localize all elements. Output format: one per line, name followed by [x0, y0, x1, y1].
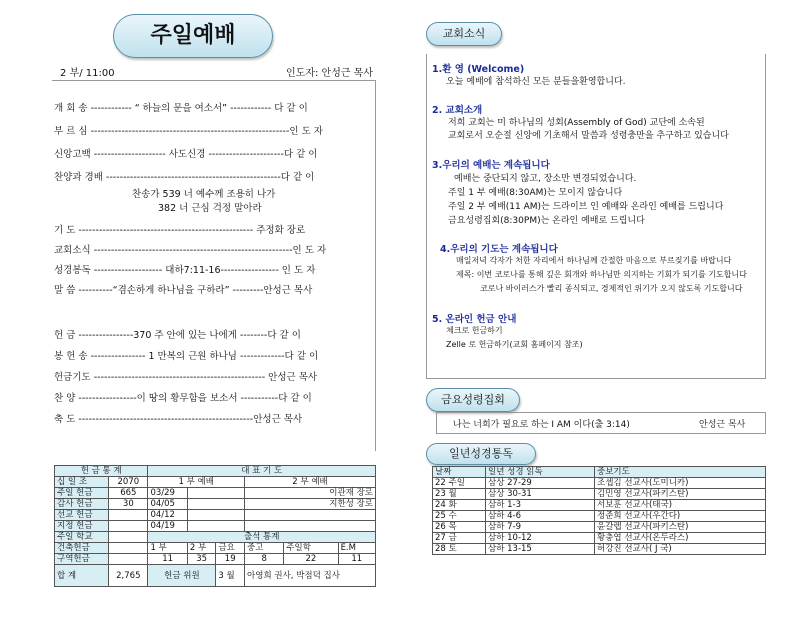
news-line: 주일 1 부 예배(8:30AM)는 모이지 않습니다	[448, 188, 623, 198]
prayer-first	[187, 521, 244, 532]
attendance-header: 금요	[216, 543, 245, 554]
order-item: 헌 금 ----------------370 주 안에 있는 나에게 --------다 같 이	[54, 330, 301, 341]
news-line: 교회로서 오순절 신앙에 기초해서 말씀과 성령충만을 추구하고 있습니다	[448, 131, 729, 141]
offering-total-label: 합 계	[55, 565, 109, 587]
bible-prayer: 허강진 선교사( J 국)	[595, 544, 766, 555]
news-line: 코로나 바이러스가 빨리 종식되고, 경제적인 위기가 오지 않도록 기도합니다	[480, 284, 743, 293]
prayer-first	[187, 499, 244, 510]
committee-names: 아영희 권사, 박점덕 집사	[245, 565, 376, 587]
committee-month: 3 월	[216, 565, 245, 587]
news-title: 교회소식	[426, 22, 502, 46]
order-item: 성경봉독 -------------------- 대하7:11-16----------------- 인 도 자	[54, 265, 316, 276]
bible-prayer: 서보훈 선교사(태국)	[595, 500, 766, 511]
bible-reading: 삼상 27-29	[486, 478, 595, 489]
order-item: 찬양과 경배 ---------------------------------------------------다 같 이	[54, 172, 315, 183]
bible-day: 25 수	[433, 511, 486, 522]
offering-label: 지정 헌금	[55, 521, 109, 532]
news-line: Zelle 로 헌금하기(교회 홈페이지 참조)	[446, 340, 583, 349]
bible-prayer: 황충엽 선교사(온두라스)	[595, 533, 766, 544]
bible-prayer: 조셉김 선교사(도미니카)	[595, 478, 766, 489]
prayer-first	[187, 488, 244, 499]
friday-title: 금요성령집회	[426, 388, 520, 412]
prayer-title: 대 표 기 도	[148, 466, 376, 477]
offering-value: 30	[109, 499, 148, 510]
news-heading: 1.환 영 (Welcome)	[432, 64, 525, 75]
bible-reading: 삼하 1-3	[486, 500, 595, 511]
news-heading: 5. 온라인 헌금 안내	[432, 314, 517, 325]
friday-box	[436, 412, 766, 434]
bible-table	[432, 466, 766, 555]
bible-reading: 삼하 13-15	[486, 544, 595, 555]
friday-speaker: 안성근 목사	[699, 420, 746, 430]
prayer-second	[245, 521, 376, 532]
table-row	[433, 533, 766, 544]
order-item: 기 도 --------------------------------------------------- 주정화 장로	[54, 225, 306, 236]
news-line: 오늘 예배에 참석하신 모든 분들을환영합니다.	[446, 77, 626, 87]
attendance-header: 1 부	[148, 543, 187, 554]
page-title: 주일예배	[113, 14, 273, 58]
order-item: 봉 헌 송 ---------------- 1 만복의 근원 하나님 -------------다 같 이	[54, 351, 319, 362]
attendance-header: 2 부	[187, 543, 216, 554]
offering-label: 십 일 조	[55, 477, 109, 488]
offering-total-value: 2,765	[109, 565, 148, 587]
bible-day: 24 화	[433, 500, 486, 511]
offering-label: 구역헌금	[55, 554, 109, 565]
attendance-header: 주일학	[284, 543, 338, 554]
offering-value	[109, 554, 148, 565]
offering-value: 665	[109, 488, 148, 499]
order-item: 말 씀 ----------“겸손하게 하나님을 구하라” ---------안성근 목사	[54, 285, 313, 296]
offering-value: 2070	[109, 477, 148, 488]
bible-prayer: 정준희 선교사(우간다)	[595, 511, 766, 522]
order-item: 신앙고백 --------------------- 사도신경 ----------------------다 같 이	[54, 149, 318, 160]
bible-reading: 삼하 10-12	[486, 533, 595, 544]
news-heading: 3.우리의 예배는 계속됩니다	[432, 160, 550, 171]
news-line: 매일저녁 각자가 처한 자리에서 하나님께 간절한 마음으로 부르짖기를 바랍니다	[456, 256, 732, 265]
attendance-header: 중고	[245, 543, 284, 554]
offering-label: 주일 학교	[55, 532, 109, 543]
attendance-value: 22	[284, 554, 338, 565]
prayer-col2: 2 부 예배	[245, 477, 376, 488]
prayer-first	[187, 510, 244, 521]
table-row	[433, 500, 766, 511]
order-item: 축 도 ---------------------------------------------------안성근 목사	[54, 414, 303, 425]
news-heading: 4.우리의 기도는 계속됩니다	[440, 244, 558, 255]
table-row	[433, 478, 766, 489]
stats-table	[54, 465, 376, 587]
table-row	[433, 544, 766, 555]
news-line: 예배는 중단되지 않고, 장소만 변경되었습니다.	[454, 174, 637, 184]
prayer-second	[245, 510, 376, 521]
bible-prayer: 김민영 선교사(파키스탄)	[595, 489, 766, 500]
friday-sermon: 나는 너희가 필요로 하는 I AM 이다(출 3:14)	[453, 420, 630, 430]
attendance-value: 8	[245, 554, 284, 565]
service-time: 2 부/ 11:00	[60, 68, 115, 79]
order-item: 헌금기도 -------------------------------------------------- 안성근 목사	[54, 372, 318, 383]
bible-reading: 삼하 7-9	[486, 522, 595, 533]
news-line: 저희 교회는 미 하나님의 성회(Assembly of God) 교단에 소속된	[448, 118, 705, 128]
prayer-second: 이관재 장로	[245, 488, 376, 499]
prayer-second: 지한성 장로	[245, 499, 376, 510]
order-item: 개 회 송 ------------ “ 하늘의 문을 여소서” ------------ 다 같 이	[54, 103, 308, 114]
bible-day: 23 월	[433, 489, 486, 500]
attendance-header: E.M	[338, 543, 375, 554]
bible-day: 22 주일	[433, 478, 486, 489]
attendance-value: 11	[338, 554, 375, 565]
bible-day: 26 목	[433, 522, 486, 533]
prayer-date: 04/05	[148, 499, 187, 510]
committee-label: 헌금 위원	[148, 565, 216, 587]
news-line: 주일 2 부 예배(11 AM)는 드라이브 인 예배와 온라인 예배를 드립니다	[448, 202, 724, 212]
hymn-line: 찬송가 539 너 예수께 조용히 나가	[132, 189, 276, 200]
attendance-value: 11	[148, 554, 187, 565]
attendance-value: 19	[216, 554, 245, 565]
order-item: 교회소식 ----------------------------------------------------------인 도 자	[54, 245, 327, 256]
table-row	[433, 489, 766, 500]
news-line: 체크로 헌금하기	[446, 326, 503, 335]
offering-value	[109, 521, 148, 532]
table-row	[433, 511, 766, 522]
bible-header: 중보기도	[595, 467, 766, 478]
hymn-line: 382 너 근심 걱정 말아라	[158, 203, 262, 214]
order-item: 찬 양 -----------------이 땅의 황무함을 보소서 -----------다 같 이	[54, 393, 312, 404]
table-row	[433, 522, 766, 533]
news-heading: 2. 교회소개	[432, 105, 483, 116]
bible-reading: 삼하 4-6	[486, 511, 595, 522]
offering-title: 헌 금 통 계	[55, 466, 148, 477]
bible-title: 일년성경통독	[426, 443, 536, 465]
prayer-date: 03/29	[148, 488, 187, 499]
bible-day: 28 토	[433, 544, 486, 555]
offering-value	[109, 532, 148, 543]
news-line: 제목: 이번 코로나를 통해 깊은 회개와 하나님만 의지하는 기회가 되기를 기도합니다	[456, 270, 747, 279]
offering-label: 건축헌금	[55, 543, 109, 554]
attendance-value: 35	[187, 554, 216, 565]
offering-value	[109, 543, 148, 554]
offering-label: 선교 헌금	[55, 510, 109, 521]
attendance-title: 출석 통계	[148, 532, 376, 543]
bible-day: 27 금	[433, 533, 486, 544]
offering-label: 감사 헌금	[55, 499, 109, 510]
order-item: 부 르 심 ----------------------------------------------------------인 도 자	[54, 126, 323, 137]
offering-label: 주일 헌금	[55, 488, 109, 499]
prayer-date: 04/19	[148, 521, 187, 532]
prayer-date: 04/12	[148, 510, 187, 521]
offering-value	[109, 510, 148, 521]
bible-header: 일년 성경 읽독	[486, 467, 595, 478]
prayer-col1: 1 부 예배	[148, 477, 245, 488]
news-line: 금요성령집회(8:30PM)는 온라인 예배로 드립니다	[448, 216, 645, 226]
service-leader: 인도자: 안성근 목사	[286, 68, 374, 79]
bible-prayer: 윤갈렙 선교사(파키스탄)	[595, 522, 766, 533]
bible-reading: 삼상 30-31	[486, 489, 595, 500]
bible-header: 날짜	[433, 467, 486, 478]
